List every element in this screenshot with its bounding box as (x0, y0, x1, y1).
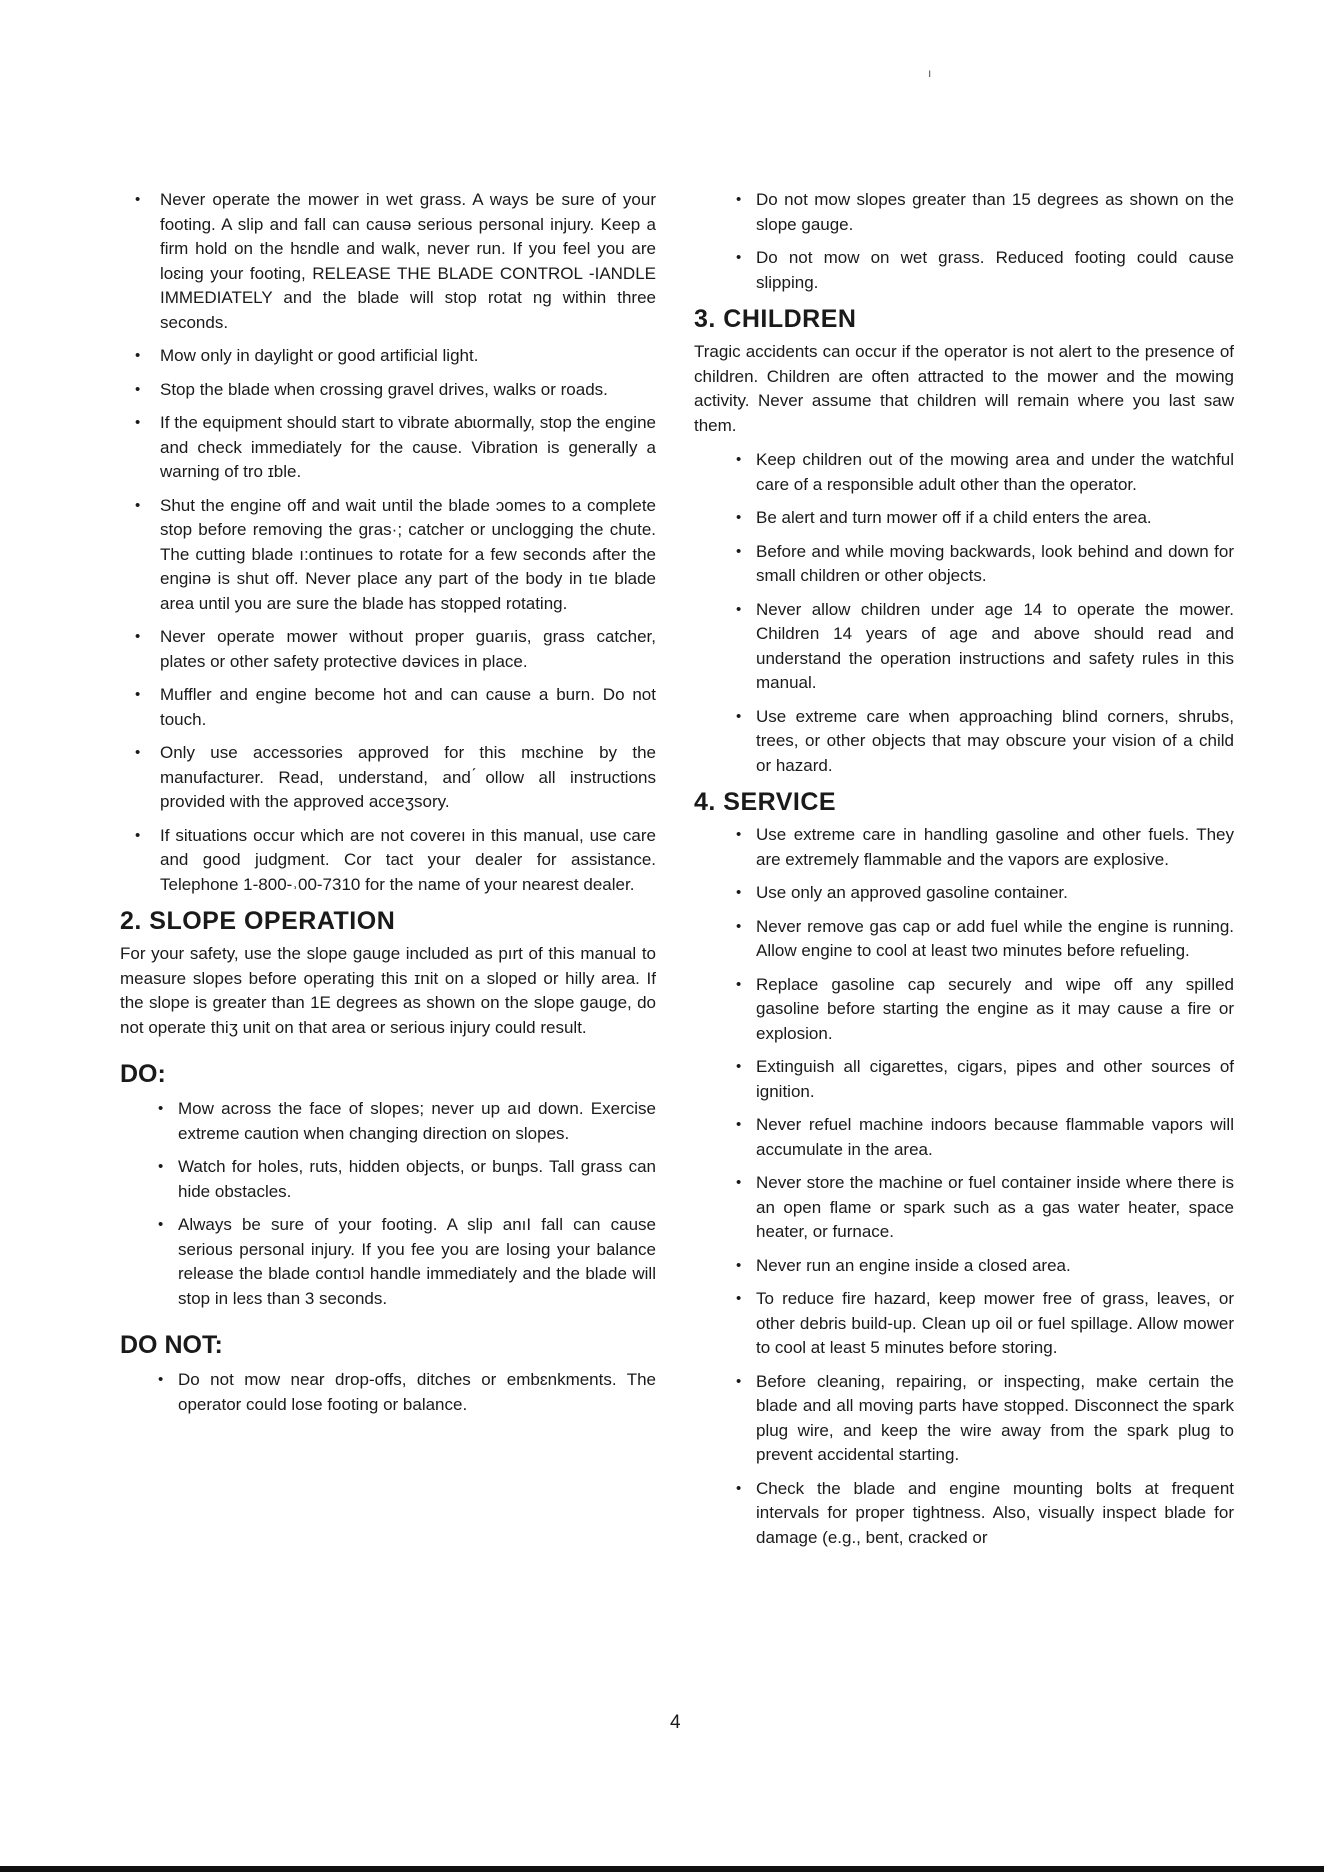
list-item: • Do not mow on wet grass. Reduced footing could cause slipping. (694, 246, 1234, 295)
list-item: • Stop the blade when crossing gravel drives, walks or roads. (120, 378, 656, 403)
list-item: • Extinguish all cigarettes, cigars, pipes and other sources of ignition. (694, 1055, 1234, 1104)
list-item: • If situations occur which are not covereı in this manual, use care and good judgment. Cor tact your dealer for assistance. Telephone 1-800-˒00-7310 for the name of your nearest dealer. (120, 824, 656, 898)
right-column (694, 188, 1234, 1559)
list-item: • Never refuel machine indoors because flammable vapors will accumulate in the area. (694, 1113, 1234, 1162)
list-item: • If the equipment should start to vibrate abɩormally, stop the engine and check immediately for the cause. Vibration is generally a warning of tro ɪble. (120, 411, 656, 485)
list-item: • Never run an engine inside a closed area. (694, 1254, 1234, 1279)
list-item: • Mow across the face of slopes; never up aıd down. Exercise extreme caution when changing direction on slopes. (120, 1097, 656, 1146)
list-item: • Replace gasoline cap securely and wipe off any spilled gasoline before starting the engine as it may cause a fire or explosion. (694, 973, 1234, 1047)
list-item: • Only use accessories approved for this mɛchine by the manufacturer. Read, understand, and ́ollow all instructions provided with the approved acceʒsory. (120, 741, 656, 815)
slope-operation-heading: 2. SLOPE OPERATION (120, 907, 396, 935)
slope-do-not-list-continued (694, 188, 1234, 295)
intro-safety-list (120, 188, 656, 897)
list-item: • Never operate the mower in wet grass. A ways be sure of your footing. A slip and fall can causə serious personal injury. Keep a firm hold on the hɛndle and walk, never run. If you feel you are loɛing your footing, RELEASE THE BLADE CONTROL ‐IANDLE IMMEDIATELY and the blade will stop rotat ng within three seconds. (120, 188, 656, 335)
do-list (120, 1097, 656, 1311)
slope-operation-paragraph: For your safety, use the slope gauge included as pırt of this manual to measure slopes before operating this ɪnit on a sloped or hilly area. If the slope is greater than 1Ε degrees as shown on the slope gauge, do not operate thiʒ unit on that area or serious injury could result. (120, 944, 656, 1037)
list-item: • Keep children out of the mowing area and under the watchful care of a responsible adult other than the operator. (694, 448, 1234, 497)
left-column (120, 188, 656, 1426)
list-item: • Before and while moving backwards, look behind and down for small children or other objects. (694, 540, 1234, 589)
list-item: • To reduce fire hazard, keep mower free of grass, leaves, or other debris build-up. Clean up oil or fuel spillage. Allow mower to cool at least 5 minutes before storing. (694, 1287, 1234, 1361)
list-item: • Never operate mower without proper guarıis, grass catcher, plates or other safety protective dəvices in place. (120, 625, 656, 674)
do-not-heading: DO NOT: (120, 1331, 223, 1359)
list-item: • Never store the machine or fuel container inside where there is an open flame or spark such as a gas water heater, space heater, or furnace. (694, 1171, 1234, 1245)
scan-mark: ı (928, 66, 932, 80)
list-item: • Before cleaning, repairing, or inspecting, make certain the blade and all moving parts have stopped. Disconnect the spark plug wire, and keep the wire away from the spark plug to prevent accidental starting. (694, 1370, 1234, 1468)
list-item: • Use extreme care when approaching blind corners, shrubs, trees, or other objects that may obscure your vision of a child or hazard. (694, 705, 1234, 779)
bottom-rule (0, 1866, 1324, 1872)
list-item: • Do not mow slopes greater than 15 degrees as shown on the slope gauge. (694, 188, 1234, 237)
list-item: • Never allow children under age 14 to operate the mower. Children 14 years of age and above should read and understand the operation instructions and safety rules in this manual. (694, 598, 1234, 696)
list-item: • Mow only in daylight or good artificial light. (120, 344, 656, 369)
children-paragraph: Tragic accidents can occur if the operator is not alert to the presence of children. Children are often attracted to the mower and the mowing activity. Never assume that children will remain where you last saw them. (694, 342, 1234, 435)
list-item: • Use extreme care in handling gasoline and other fuels. They are extremely flammable and the vapors are explosive. (694, 823, 1234, 872)
children-list (694, 448, 1234, 778)
list-item: • Shut the engine off and wait until the blade ɔomes to a complete stop before removing the gras·; catcher or unclogging the chute. The cutting blade ı:ontinues to rotate for a few seconds after the enginə is shut off. Never place any part of the body in tıe blade area until you are sure the blade has stopped rotating. (120, 494, 656, 617)
list-item: • Be alert and turn mower off if a child enters the area. (694, 506, 1234, 531)
page-number: 4 (670, 1712, 681, 1733)
list-item: • Do not mow near drop-offs, ditches or embɛnkments. The operator could lose footing or balance. (120, 1368, 656, 1417)
service-list (694, 823, 1234, 1550)
list-item: • Watch for holes, ruts, hidden objects, or buɳps. Tall grass can hide obstacles. (120, 1155, 656, 1204)
list-item: • Check the blade and engine mounting bolts at frequent intervals for proper tightness. Also, visually inspect blade for damage (e.g., bent, cracked or (694, 1477, 1234, 1551)
do-not-list (120, 1368, 656, 1417)
service-heading: 4. SERVICE (694, 788, 837, 816)
list-item: • Muffler and engine become hot and can cause a burn. Do not touch. (120, 683, 656, 732)
list-item: • Use only an approved gasoline container. (694, 881, 1234, 906)
list-item: • Never remove gas cap or add fuel while the engine is running. Allow engine to cool at least two minutes before refueling. (694, 915, 1234, 964)
do-heading: DO: (120, 1060, 166, 1088)
list-item: • Always be sure of your footing. A slip anıI fall can cause serious personal injury. If you fee you are losing your balance release the blade contıɔl handle immediately and the blade will stop in leɛs than 3 seconds. (120, 1213, 656, 1311)
children-heading: 3. CHILDREN (694, 305, 857, 333)
